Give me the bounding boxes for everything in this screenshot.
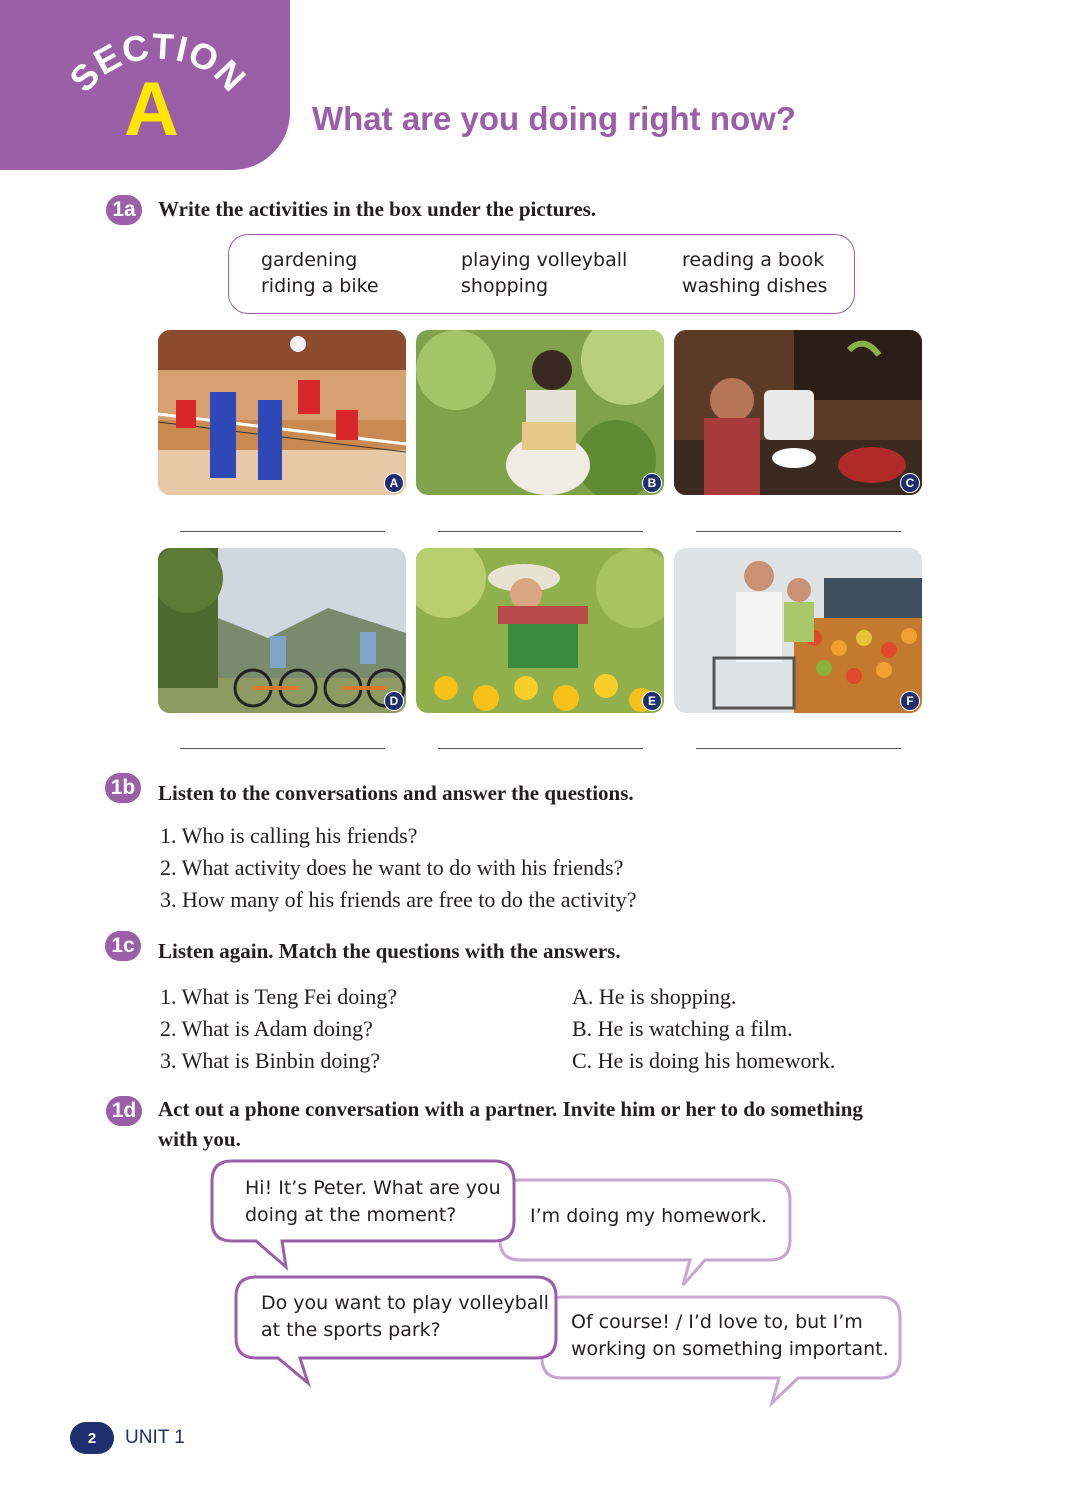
word-box [228, 234, 855, 314]
bubble-1-line2: doing at the moment? [245, 1204, 457, 1226]
dishes-photo [674, 330, 922, 495]
instruction-1a: Write the activities in the box under the pictures. [158, 197, 597, 221]
word-option: washing dishes [682, 275, 828, 297]
picture-label: B [642, 473, 662, 493]
activity-badge-1a: 1a [106, 195, 142, 225]
bubble-4-line1: Of course! / I’d love to, but I’m [571, 1311, 863, 1333]
match-answer: A. He is shopping. [572, 984, 737, 1009]
word-option: playing volleyball [461, 249, 628, 271]
page-number: 2 [70, 1422, 114, 1454]
answer-line-b[interactable] [438, 531, 643, 532]
activity-badge-1c: 1c [105, 931, 141, 961]
speech-bubble-2-shape [500, 1180, 790, 1285]
reading-photo [416, 330, 664, 495]
shopping-photo [674, 548, 922, 713]
picture-label: D [384, 691, 404, 711]
match-answer: C. He is doing his homework. [572, 1048, 836, 1073]
bubble-1-line1: Hi! It’s Peter. What are you [245, 1177, 501, 1199]
bubble-2-text: I’m doing my homework. [530, 1205, 767, 1227]
match-question: 2. What is Adam doing? [160, 1016, 373, 1041]
section-letter: A [124, 67, 179, 152]
section-word: SECTION [61, 25, 255, 100]
speech-bubbles [200, 1155, 910, 1415]
picture-label: C [900, 473, 920, 493]
question-item: 2. What activity does he want to do with his friends? [160, 855, 624, 880]
instruction-1d-line2: with you. [158, 1127, 241, 1151]
match-question: 3. What is Binbin doing? [160, 1048, 381, 1073]
match-question: 1. What is Teng Fei doing? [160, 984, 398, 1009]
answer-line-c[interactable] [696, 531, 901, 532]
listening-badge-1b [98, 763, 148, 809]
picture-label: F [900, 691, 920, 711]
cycling-photo [158, 548, 406, 713]
picture-label: E [642, 691, 662, 711]
activity-badge-1d: 1d [106, 1096, 142, 1126]
instruction-1c: Listen again. Match the questions with the answers. [158, 939, 621, 963]
gardening-photo [416, 548, 664, 713]
listening-badge-1c [98, 921, 148, 967]
picture-label: A [384, 473, 404, 493]
word-option: gardening [261, 249, 358, 271]
answer-line-d[interactable] [180, 748, 385, 749]
question-item: 3. How many of his friends are free to do the activity? [160, 887, 637, 912]
word-option: riding a bike [261, 275, 379, 297]
bubble-4-line2: working on something important. [571, 1338, 889, 1360]
word-option: reading a book [682, 249, 825, 271]
word-option: shopping [461, 275, 549, 297]
question-item: 1. Who is calling his friends? [160, 823, 418, 848]
answer-line-f[interactable] [696, 748, 901, 749]
unit-label: UNIT 1 [125, 1427, 185, 1448]
bubble-3-line1: Do you want to play volleyball [261, 1292, 549, 1314]
instruction-1b: Listen to the conversations and answer the questions. [158, 781, 634, 805]
bubble-3-line2: at the sports park? [261, 1319, 441, 1341]
answer-line-e[interactable] [438, 748, 643, 749]
answer-line-a[interactable] [180, 531, 385, 532]
match-answer: B. He is watching a film. [572, 1016, 793, 1041]
instruction-1d-line1: Act out a phone conversation with a partner. Invite him or her to do something [158, 1097, 863, 1121]
activity-badge-1b: 1b [105, 773, 141, 803]
volleyball-photo [158, 330, 406, 495]
page-title: What are you doing right now? [312, 100, 796, 137]
